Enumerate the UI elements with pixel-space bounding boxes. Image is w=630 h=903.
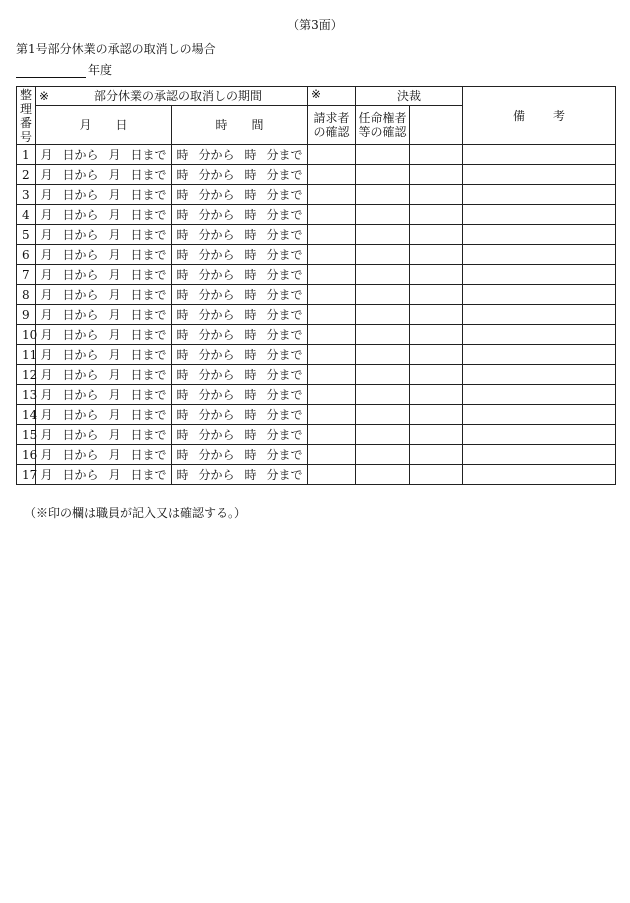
remarks-cell[interactable] [463,465,616,485]
requester-confirm-cell[interactable] [308,385,356,405]
appointer-confirm-cell[interactable] [356,285,410,305]
appointer-confirm-cell[interactable] [356,305,410,325]
appointer-confirm-cell[interactable] [356,365,410,385]
time-cell[interactable]: 時 分から 時 分まで [172,305,308,325]
appointer-confirm-cell[interactable] [356,325,410,345]
time-cell[interactable]: 時 分から 時 分まで [172,145,308,165]
serial-number-header: 整 理 番 号 [17,87,36,145]
decision-cell[interactable] [410,325,463,345]
row-number: 13 [17,385,36,405]
remarks-cell[interactable] [463,405,616,425]
time-cell[interactable]: 時 分から 時 分まで [172,245,308,265]
time-cell[interactable]: 時 分から 時 分まで [172,165,308,185]
table-row [17,385,616,405]
time-cell[interactable]: 時 分から 時 分まで [172,405,308,425]
requester-confirm-cell[interactable] [308,465,356,485]
fiscal-year-line [16,61,112,78]
month-day-cell[interactable]: 月 日から 月 日まで [36,465,172,485]
fiscal-year-field[interactable] [16,65,86,78]
remarks-cell[interactable] [463,245,616,265]
table-row [17,205,616,225]
requester-confirm-cell[interactable] [308,305,356,325]
row-number: 2 [17,165,36,185]
requester-confirm-cell[interactable] [308,165,356,185]
table-row [17,245,616,265]
time-cell[interactable]: 時 分から 時 分まで [172,365,308,385]
appointer-confirm-cell[interactable] [356,165,410,185]
row-number: 12 [17,365,36,385]
appointer-confirm-cell[interactable] [356,385,410,405]
row-number: 11 [17,345,36,365]
period-mark: ※ [39,89,50,103]
decision-cell[interactable] [410,445,463,465]
time-cell[interactable]: 時 分から 時 分まで [172,345,308,365]
footnote: （※印の欄は職員が記入又は確認する。） [24,506,247,520]
row-number: 17 [17,465,36,485]
table-row [17,465,616,485]
row-number: 4 [17,205,36,225]
time-cell[interactable]: 時 分から 時 分まで [172,425,308,445]
appointer-confirm-cell[interactable] [356,185,410,205]
decision-cell[interactable] [410,165,463,185]
month-day-cell[interactable]: 月 日から 月 日まで [36,285,172,305]
row-number: 1 [17,145,36,165]
table-row [17,345,616,365]
row-number: 3 [17,185,36,205]
remarks-cell[interactable] [463,445,616,465]
decision-cell[interactable] [410,205,463,225]
period-title: 部分休業の承認の取消しの期間 [94,89,263,103]
row-number: 6 [17,245,36,265]
row-number: 7 [17,265,36,285]
month-day-cell[interactable]: 月 日から 月 日まで [36,145,172,165]
table-row [17,265,616,285]
requester-confirm-cell[interactable] [308,365,356,385]
requester-confirm-cell[interactable] [308,405,356,425]
time-cell[interactable]: 時 分から 時 分まで [172,225,308,245]
time-cell[interactable]: 時 分から 時 分まで [172,325,308,345]
page-label: （第3面） [287,18,343,32]
decision-cell[interactable] [410,145,463,165]
appointer-confirm-cell[interactable] [356,465,410,485]
requester-confirm-cell[interactable] [308,285,356,305]
month-day-cell[interactable]: 月 日から 月 日まで [36,445,172,465]
row-number: 16 [17,445,36,465]
month-day-cell[interactable]: 月 日から 月 日まで [36,185,172,205]
appointer-confirm-cell[interactable] [356,265,410,285]
decision-cell[interactable] [410,345,463,365]
requester-confirm-cell[interactable] [308,185,356,205]
requester-confirm-cell[interactable] [308,325,356,345]
requester-confirm-cell[interactable] [308,345,356,365]
table-row [17,285,616,305]
month-day-cell[interactable]: 月 日から 月 日まで [36,265,172,285]
row-number: 10 [17,325,36,345]
time-cell[interactable]: 時 分から 時 分まで [172,385,308,405]
time-cell[interactable]: 時 分から 時 分まで [172,185,308,205]
decision-cell[interactable] [410,405,463,425]
decision-cell[interactable] [410,245,463,265]
month-day-cell[interactable]: 月 日から 月 日まで [36,205,172,225]
requester-confirm-header: 請求者 の確認 [308,106,356,145]
remarks-header: 備考 [463,87,616,145]
requester-confirm-cell[interactable] [308,205,356,225]
table-row [17,225,616,245]
month-day-cell[interactable]: 月 日から 月 日まで [36,225,172,245]
decision-cell[interactable] [410,385,463,405]
month-day-cell[interactable]: 月 日から 月 日まで [36,245,172,265]
row-number: 5 [17,225,36,245]
row-number: 8 [17,285,36,305]
appointer-confirm-cell[interactable] [356,205,410,225]
fiscal-year-label: 年度 [88,63,113,77]
month-day-cell[interactable]: 月 日から 月 日まで [36,385,172,405]
time-cell[interactable]: 時 分から 時 分まで [172,205,308,225]
time-cell[interactable]: 時 分から 時 分まで [172,285,308,305]
month-day-cell[interactable]: 月 日から 月 日まで [36,345,172,365]
decision-cell[interactable] [410,365,463,385]
table-row [17,145,616,165]
month-day-header: 月 日 [36,106,172,145]
remarks-cell[interactable] [463,225,616,245]
decision-header: 決裁 [356,87,463,106]
table-row [17,165,616,185]
time-cell[interactable]: 時 分から 時 分まで [172,445,308,465]
table-row [17,305,616,325]
table-row [17,365,616,385]
remarks-cell[interactable] [463,285,616,305]
remarks-cell[interactable] [463,345,616,365]
time-cell[interactable]: 時 分から 時 分まで [172,465,308,485]
remarks-cell[interactable] [463,265,616,285]
table-row [17,185,616,205]
decision-cell[interactable] [410,285,463,305]
row-number: 9 [17,305,36,325]
remarks-cell[interactable] [463,425,616,445]
decision-cell[interactable] [410,185,463,205]
requester-confirm-cell[interactable] [308,225,356,245]
appointer-confirm-cell[interactable] [356,425,410,445]
table-row [17,405,616,425]
requester-confirm-cell[interactable] [308,145,356,165]
remarks-cell[interactable] [463,205,616,225]
appointer-confirm-cell[interactable] [356,245,410,265]
requester-mark: ※ [308,87,356,106]
decision-cell[interactable] [410,225,463,245]
decision-cell[interactable] [410,425,463,445]
period-header [36,87,308,106]
row-number: 15 [17,425,36,445]
appointer-confirm-cell[interactable] [356,225,410,245]
month-day-cell[interactable]: 月 日から 月 日まで [36,325,172,345]
remarks-cell[interactable] [463,385,616,405]
month-day-cell[interactable]: 月 日から 月 日まで [36,405,172,425]
time-header: 時 間 [172,106,308,145]
month-day-cell[interactable]: 月 日から 月 日まで [36,305,172,325]
month-day-cell[interactable]: 月 日から 月 日まで [36,165,172,185]
table-row [17,445,616,465]
decision-cell[interactable] [410,465,463,485]
decision-cell[interactable] [410,305,463,325]
decision-blank-header [410,106,463,145]
requester-confirm-cell[interactable] [308,425,356,445]
appointer-confirm-cell[interactable] [356,445,410,465]
form-title: 第1号部分休業の承認の取消しの場合 [16,42,216,56]
remarks-cell[interactable] [463,145,616,165]
remarks-cell[interactable] [463,185,616,205]
remarks-cell[interactable] [463,325,616,345]
appointer-confirm-cell[interactable] [356,405,410,425]
requester-confirm-cell[interactable] [308,445,356,465]
appointer-confirm-header: 任命権者 等の確認 [356,106,410,145]
requester-confirm-cell[interactable] [308,265,356,285]
requester-confirm-cell[interactable] [308,245,356,265]
table-row [17,425,616,445]
month-day-cell[interactable]: 月 日から 月 日まで [36,425,172,445]
table-row [17,325,616,345]
appointer-confirm-cell[interactable] [356,145,410,165]
time-cell[interactable]: 時 分から 時 分まで [172,265,308,285]
remarks-cell[interactable] [463,305,616,325]
remarks-cell[interactable] [463,165,616,185]
cancellation-table [16,86,616,485]
appointer-confirm-cell[interactable] [356,345,410,365]
month-day-cell[interactable]: 月 日から 月 日まで [36,365,172,385]
decision-cell[interactable] [410,265,463,285]
row-number: 14 [17,405,36,425]
remarks-cell[interactable] [463,365,616,385]
